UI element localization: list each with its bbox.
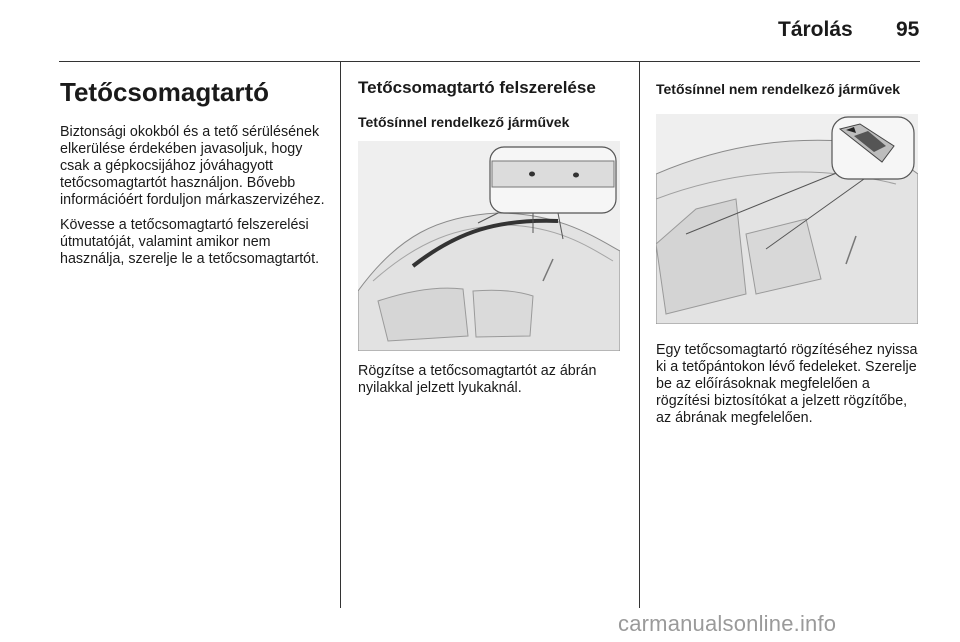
- roof-straps-illustration: [656, 114, 918, 324]
- right-column: [656, 72, 922, 435]
- column-divider-1: [340, 62, 341, 608]
- instruction-paragraph: Kövesse a tetőcsomagtartó felszerelési útmutatóját, valamint amikor nem használja, szerelje le a tetőcsomagtartót.: [60, 217, 320, 267]
- header-section: Tárolás: [778, 18, 853, 41]
- right-caption: Egy tetőcsomagtartó rögzítéséhez nyissa ki a tetőpántokon lévő fedeleket. Szerelje be az előírásoknak megfelelően a rögzítési biztosítókat a jelzett rögzítőbe, az ábrának megfelelően.: [656, 342, 918, 426]
- roof-rails-illustration: [358, 141, 620, 351]
- left-column: [60, 72, 332, 276]
- watermark: carmanualsonline.info: [618, 611, 837, 636]
- page-number: 95: [896, 18, 920, 41]
- middle-caption: Rögzítse a tetőcsomagtartót az ábrán nyilakkal jelzett lyukaknál.: [358, 363, 597, 396]
- subsection-title-with-rails: Tetősínnel rendelkező járművek: [358, 114, 570, 130]
- section-title: Tetőcsomagtartó felszerelése: [358, 78, 596, 97]
- page-title: Tetőcsomagtartó: [60, 77, 269, 107]
- intro-paragraph: Biztonsági okokból és a tető sérülésének elkerülése érdekében javasoljuk, hogy csak a gépkocsijához jóváhagyott tetőcsomagtartót használjon. Bővebb információért forduljon márkaszervizéhez.: [60, 124, 325, 208]
- middle-column: [358, 72, 630, 405]
- subsection-title-without-rails: Tetősínnel nem rendelkező járművek: [656, 81, 901, 97]
- header-rule: [59, 61, 920, 62]
- column-divider-2: [639, 62, 640, 608]
